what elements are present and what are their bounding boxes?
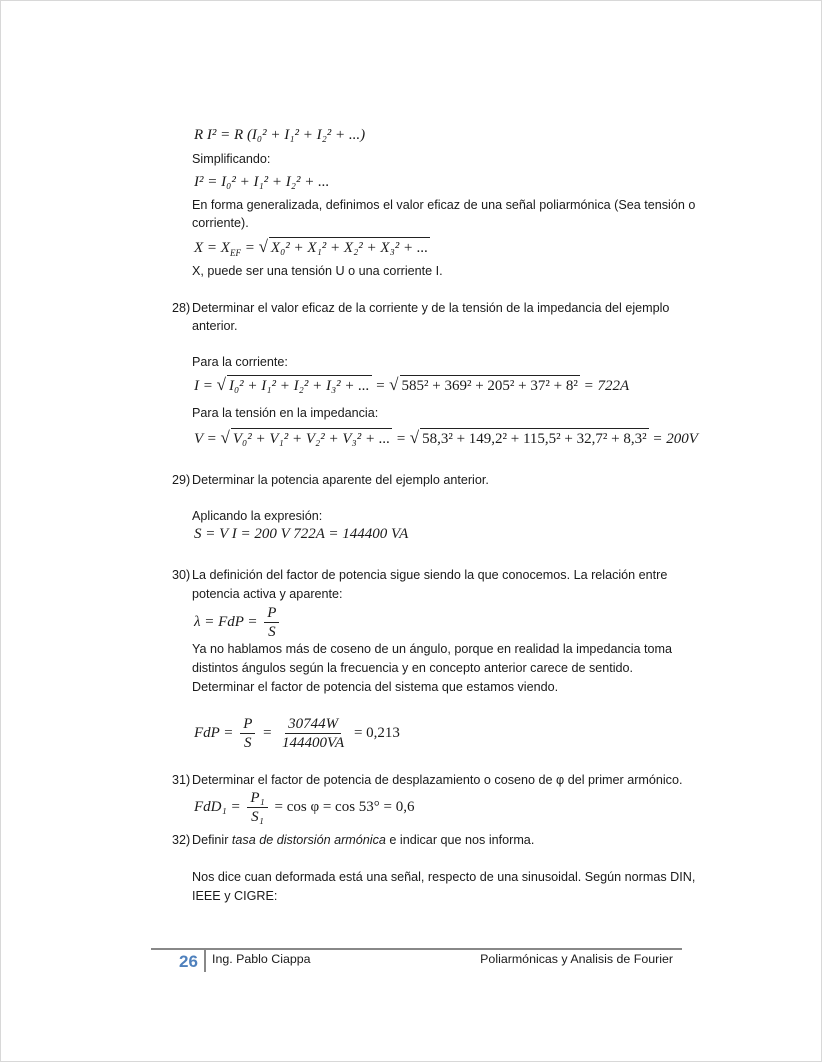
- eq-part: FdP =: [194, 724, 238, 741]
- denominator: S₁: [251, 809, 264, 825]
- equation-voltage: [194, 428, 698, 449]
- label-applying: Aplicando la expresión:: [192, 509, 323, 523]
- paragraph-line: En forma generalizada, definimos el valor eficaz de una señal poliarmónica (Sea tensión o: [192, 198, 696, 212]
- text-note: X, puede ser una tensión U o una corriente I.: [192, 264, 443, 278]
- equation-lambda: [194, 604, 282, 641]
- item-number: 28): [172, 301, 191, 315]
- eq-part: λ = FdP =: [194, 613, 262, 630]
- eq-part: = 200V: [648, 431, 698, 447]
- footer-rule: [151, 948, 682, 950]
- sqrt-icon: √: [389, 375, 399, 394]
- denominator: 144400VA: [281, 735, 345, 751]
- item-number: 30): [172, 568, 191, 582]
- item-number: 29): [172, 473, 191, 487]
- label-current: Para la corriente:: [192, 355, 288, 369]
- page-number: 26: [179, 952, 198, 971]
- sqrt-icon: √: [220, 428, 230, 447]
- equation-current: [194, 375, 629, 396]
- question-28: Determinar el valor eficaz de la corriente y de la tensión de la impedancia del ejemplo: [192, 301, 670, 315]
- eq-radicand: 585² + 369² + 205² + 37² + 8²: [400, 375, 580, 396]
- fraction: [240, 715, 255, 752]
- numerator: P: [264, 604, 279, 623]
- denominator: S: [268, 624, 276, 640]
- sqrt-icon: √: [216, 375, 226, 394]
- eq-part: FdD₁ =: [194, 798, 245, 815]
- eq-part: X = X: [194, 240, 230, 256]
- eq-part: =: [371, 378, 390, 394]
- eq-radicand: 58,3² + 149,2² + 115,5² + 32,7² + 8,3²: [420, 428, 649, 449]
- equation-power-factor: [194, 715, 400, 752]
- equation-displacement-factor: [194, 789, 415, 826]
- numerator: P: [240, 715, 255, 734]
- paragraph-line: distintos ángulos según la frecuencia y en concepto anterior carece de sentido.: [192, 661, 634, 675]
- paragraph-line: Nos dice cuan deformada está una señal, respecto de una sinusoidal. Según normas DIN,: [192, 870, 696, 884]
- eq-part: = 722A: [579, 378, 630, 394]
- text-simplificando: Simplificando:: [192, 152, 271, 166]
- fraction: [264, 604, 279, 641]
- numerator: P₁: [247, 789, 267, 808]
- question-30: La definición del factor de potencia sigue siendo la que conocemos. La relación entre: [192, 568, 668, 582]
- question-32: [192, 832, 534, 848]
- question-28-cont: anterior.: [192, 319, 238, 333]
- question-29: Determinar la potencia aparente del ejemplo anterior.: [192, 473, 489, 487]
- paragraph-line: corriente).: [192, 216, 249, 230]
- footer-separator: [204, 950, 206, 972]
- paragraph-line: Determinar el factor de potencia del sistema que estamos viendo.: [192, 680, 559, 694]
- question-30-cont: potencia activa y aparente:: [192, 587, 343, 601]
- eq-radicand: V₀² + V₁² + V₂² + V₃² + ...: [231, 428, 392, 449]
- text-part: e indicar que nos informa.: [385, 833, 535, 847]
- equation-apparent-power: S = V I = 200 V 722A = 144400 VA: [194, 526, 409, 542]
- eq-part: =: [392, 431, 410, 447]
- equation-joule: R I² = R (I₀² + I₁² + I₂² + ...): [194, 127, 366, 143]
- question-31: Determinar el factor de potencia de desplazamiento o coseno de φ del primer armónico.: [192, 773, 683, 787]
- item-number: 32): [172, 833, 191, 847]
- label-voltage: Para la tensión en la impedancia:: [192, 406, 379, 420]
- denominator: S: [244, 735, 252, 751]
- eq-part: =: [240, 240, 259, 256]
- eq-part: =: [258, 724, 276, 741]
- eq-part: V =: [194, 431, 221, 447]
- eq-part: = cos φ = cos 53° = 0,6: [270, 798, 415, 815]
- item-number: 31): [172, 773, 191, 787]
- eq-part: = 0,213: [350, 724, 400, 741]
- eq-part: I =: [194, 378, 217, 394]
- fraction: [247, 789, 267, 826]
- equation-simplified: I² = I₀² + I₁² + I₂² + ...: [194, 174, 330, 190]
- footer-author: Ing. Pablo Ciappa: [212, 952, 311, 966]
- sqrt-icon: √: [409, 428, 420, 447]
- text-italic: tasa de distorsión armónica: [231, 833, 386, 847]
- text-part: Definir: [192, 833, 232, 847]
- eq-radicand: I₀² + I₁² + I₂² + I₃² + ...: [227, 375, 372, 396]
- equation-rms-general: [194, 237, 430, 263]
- sqrt-icon: √: [258, 237, 268, 256]
- numerator: 30744W: [285, 715, 341, 734]
- paragraph-line: IEEE y CIGRE:: [192, 889, 278, 903]
- paragraph-line: Ya no hablamos más de coseno de un ángulo, porque en realidad la impedancia toma: [192, 642, 673, 656]
- eq-subscript: EF: [229, 248, 241, 258]
- footer-title: Poliarmónicas y Analisis de Fourier: [480, 952, 673, 966]
- eq-radicand: X₀² + X₁² + X₂² + X₃² + ...: [269, 237, 430, 258]
- fraction: [279, 715, 347, 752]
